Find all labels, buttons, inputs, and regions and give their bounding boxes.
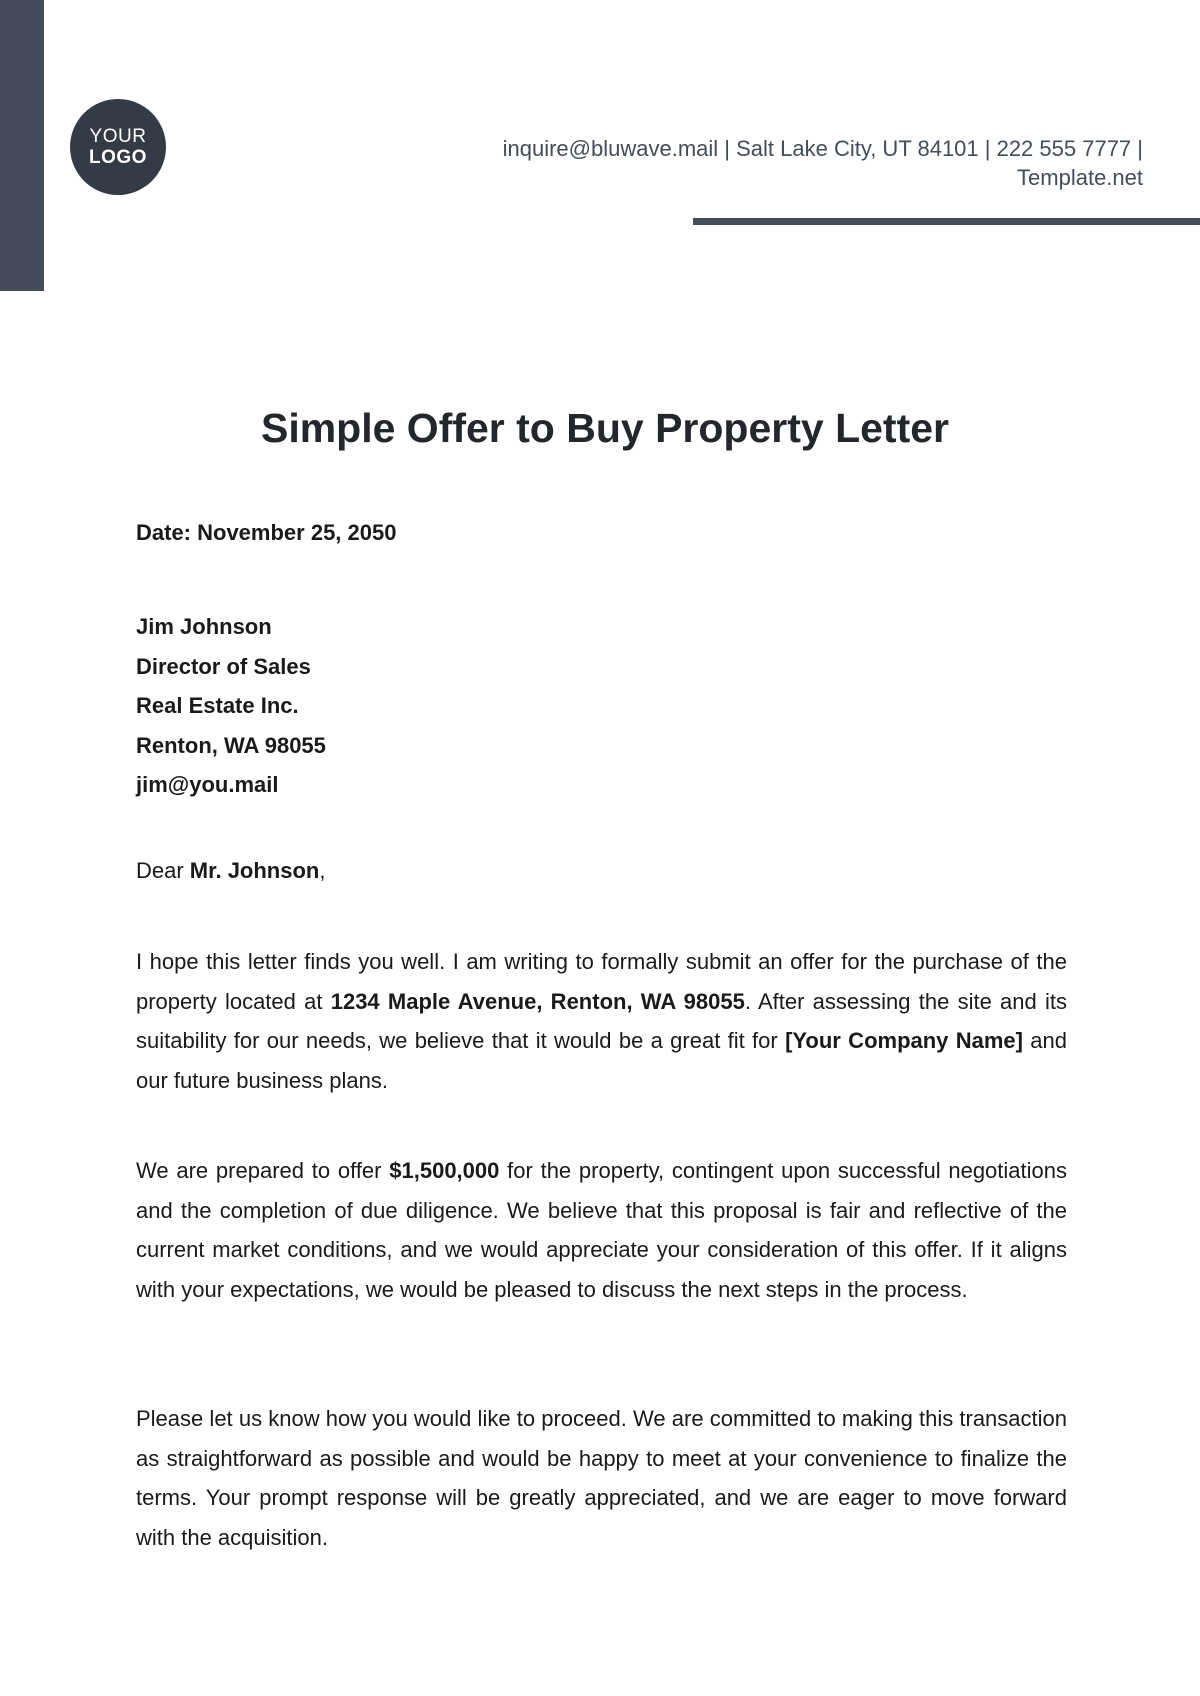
recipient-city: Renton, WA 98055 [136, 732, 326, 758]
recipient-position: Director of Sales [136, 653, 311, 679]
salutation-name: Mr. Johnson [189, 858, 320, 883]
recipient-company: Real Estate Inc. [136, 693, 299, 718]
header-divider-rule [693, 218, 1200, 225]
paragraph1-text-a: I hope this letter finds you well. I am writing to formally submit an offer for the purchase of the property located at [136, 949, 1067, 1014]
recipient-email: jim@you.mail [136, 772, 279, 797]
recipient-name: Jim Johnson [136, 614, 272, 639]
paragraph1-text-b: . After assessing the site and its suitability for our needs, we believe that it would be a great fit for [136, 988, 1067, 1053]
header-side-accent-bar [0, 0, 44, 291]
company-logo [70, 99, 166, 195]
salutation [136, 856, 1067, 886]
body-paragraph-1 [136, 942, 1067, 1100]
logo-text-top: YOUR [89, 126, 147, 147]
letter-title: Simple Offer to Buy Property Letter [260, 405, 949, 451]
contact-line-2: Template.net [1017, 165, 1143, 190]
salutation-suffix: , [319, 858, 326, 883]
company-name-placeholder: [Your Company Name] [785, 1028, 1023, 1053]
contact-info [423, 134, 1143, 192]
logo-text-bottom: LOGO [89, 147, 147, 168]
paragraph1-text-c: and our future business plans. [136, 1028, 1068, 1093]
recipient-block [136, 607, 1067, 805]
paragraph2-text-b: for the property, contingent upon successful negotiations and the completion of due diligence. We believe that this proposal is fair and reflective of the current market conditions, and we would appreciate your consideration of this offer. If it aligns with your expectations, we would be pleased to discuss the next steps in the process. [136, 1158, 1067, 1302]
body-paragraph-2 [136, 1151, 1067, 1309]
salutation-prefix: Dear [136, 858, 190, 883]
paragraph2-text-a: We are prepared to offer [136, 1158, 390, 1183]
offer-amount: $1,500,000 [389, 1158, 500, 1183]
contact-line-1: inquire@bluwave.mail | Salt Lake City, UT 84101 | 222 555 7777 | [502, 136, 1143, 161]
property-address: 1234 Maple Avenue, Renton, WA 98055 [330, 988, 745, 1014]
body-paragraph-3: Please let us know how you would like to proceed. We are committed to making this transaction as straightforward as possible and would be happy to meet at your convenience to finalize the terms. Your prompt response will be greatly appreciated, and we are eager to move forward with the acquisition. [136, 1406, 1067, 1550]
letter-date: Date: November 25, 2050 [136, 520, 397, 545]
